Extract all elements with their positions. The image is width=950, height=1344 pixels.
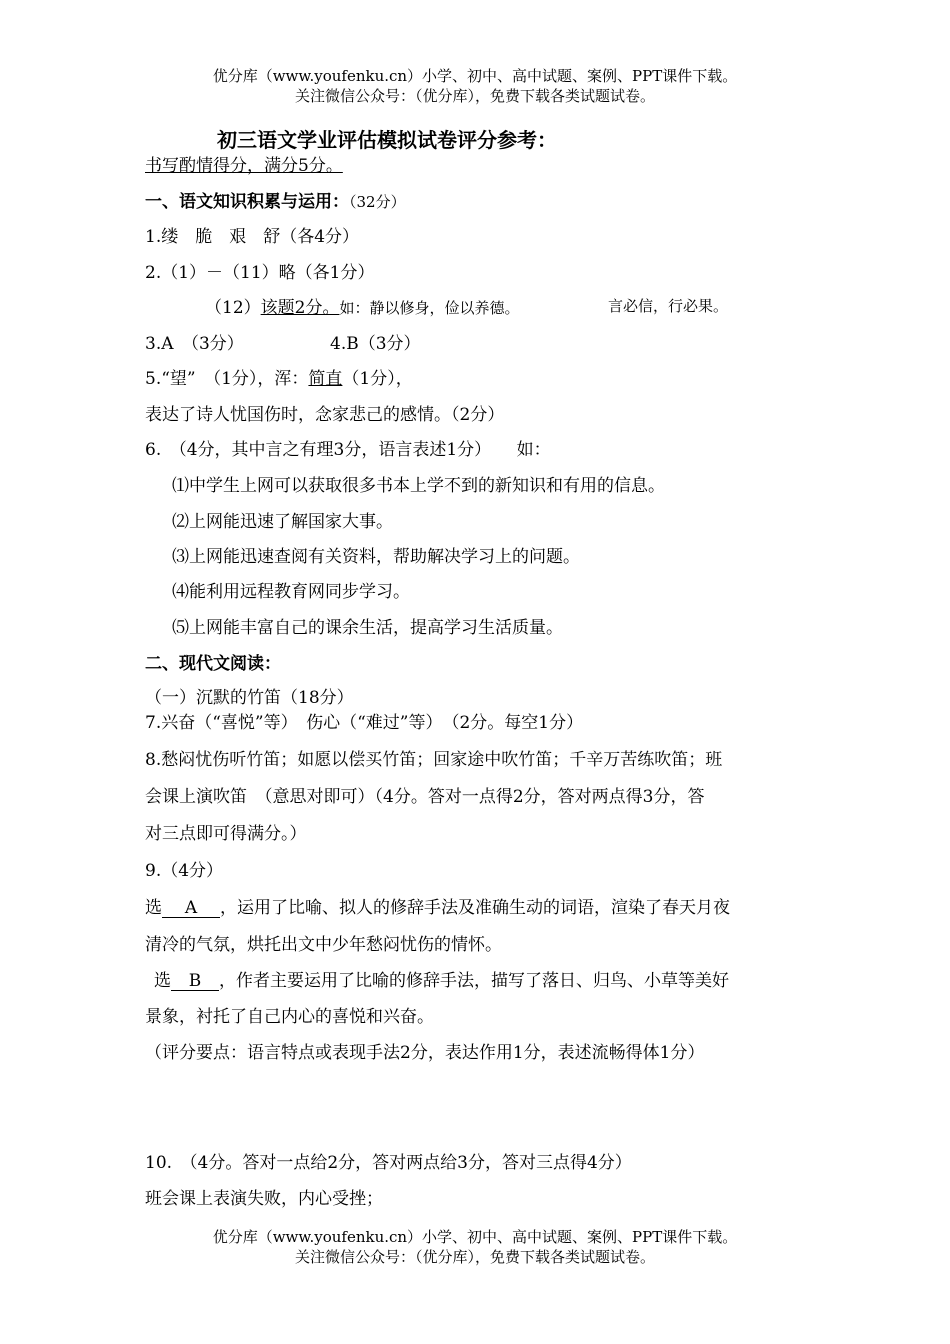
answer-q5-line-2: 表达了诗人忧国伤时，念家悲己的感情。（2分） <box>145 405 505 425</box>
footer-line-2: 关注微信公众号：（优分库），免费下载各类试题试卷。 <box>294 1248 655 1266</box>
answer-q9: 9.（4分） <box>145 861 224 881</box>
answer-q9-b <box>154 966 729 991</box>
q9-a-blank: A <box>162 899 220 918</box>
page-title: 初三语文学业评估模拟试卷评分参考： <box>217 128 557 152</box>
q5-part-b: （1分）， <box>342 369 413 389</box>
q6-item: ⑵上网能迅速了解国家大事。 <box>172 512 393 532</box>
answer-q9-note: （评分要点：语言特点或表现手法2分，表达作用1分，表述流畅得体1分） <box>145 1043 705 1063</box>
q2-12-example-2: 言必信，行必果。 <box>608 297 729 315</box>
answer-q10: 10. （4分。答对一点给2分，答对两点给3分，答对三点得4分） <box>145 1153 632 1173</box>
q6-item: ⑷能利用远程教育网同步学习。 <box>172 582 410 602</box>
answer-q5 <box>145 364 413 389</box>
answer-q3: 3.A （3分） <box>145 334 244 354</box>
header-line-1: 优分库（www.youfenku.cn）小学、初中、高中试题、案例、PPT课件下载。 <box>212 67 738 85</box>
answer-q9-b-line-2: 景象，衬托了自己内心的喜悦和兴奋。 <box>145 1007 434 1027</box>
q2-12-underlined: 该题2分。 <box>260 298 340 318</box>
section2-heading: 二、现代文阅读： <box>145 654 281 674</box>
q9-a-prefix: 选 <box>145 898 162 918</box>
answer-q6: 6. （4分，其中言之有理3分，语言表述1分） 如： <box>145 440 551 460</box>
answer-q10-line-2: 班会课上表演失败，内心受挫； <box>145 1189 383 1209</box>
q9-a-text: ，运用了比喻、拟人的修辞手法及准确生动的词语，渲染了春天月夜 <box>220 898 730 918</box>
handwriting-score-note: 书写酌情得分，满分5分。 <box>145 156 343 176</box>
q6-item: ⑶上网能迅速查阅有关资料，帮助解决学习上的问题。 <box>172 547 580 567</box>
q5-underlined: 简直 <box>308 369 343 389</box>
answer-q8-line-3: 对三点即可得满分。） <box>145 824 307 844</box>
q2-12-prefix: （12） <box>205 298 261 318</box>
q9-b-text: ，作者主要运用了比喻的修辞手法，描写了落日、归鸟、小草等美好 <box>219 971 729 991</box>
q5-part-a: 5.“望” （1分），浑： <box>145 369 309 389</box>
answer-q9-a <box>145 893 730 918</box>
answer-q8-line-1: 8.愁闷忧伤听竹笛；如愿以偿买竹笛；回家途中吹竹笛；千辛万苦练吹笛；班 <box>145 750 723 770</box>
answer-q2-12 <box>205 293 519 318</box>
q6-item: ⑸上网能丰富自己的课余生活，提高学习生活质量。 <box>172 618 563 638</box>
answer-q7: 7.兴奋（“喜悦”等） 伤心（“难过”等） （2分。每空1分） <box>145 713 584 733</box>
answer-q9-a-line-2: 清冷的气氛，烘托出文中少年愁闷忧伤的情怀。 <box>145 935 502 955</box>
section1-heading <box>145 187 406 212</box>
section2-sub1: （一）沉默的竹笛（18分） <box>145 688 354 708</box>
header-line-2: 关注微信公众号：（优分库），免费下载各类试题试卷。 <box>294 87 655 105</box>
section1-title: 一、语文知识积累与运用： <box>145 192 349 212</box>
answer-q1: 1.缕 脆 艰 舒（各4分） <box>145 227 360 247</box>
q2-12-example: 如：静以修身，俭以养德。 <box>339 299 520 317</box>
footer-line-1: 优分库（www.youfenku.cn）小学、初中、高中试题、案例、PPT课件下载。 <box>212 1228 738 1246</box>
q9-b-blank: B <box>171 972 219 991</box>
section1-score: （32分） <box>349 193 406 211</box>
q9-b-prefix: 选 <box>154 971 171 991</box>
q6-item: ⑴中学生上网可以获取很多书本上学不到的新知识和有用的信息。 <box>172 476 665 496</box>
answer-q2: 2.（1）－（11）略（各1分） <box>145 263 375 283</box>
answer-q4: 4.B（3分） <box>330 334 421 354</box>
answer-q8-line-2: 会课上演吹笛 （意思对即可）（4分。答对一点得2分，答对两点得3分，答 <box>145 787 705 807</box>
